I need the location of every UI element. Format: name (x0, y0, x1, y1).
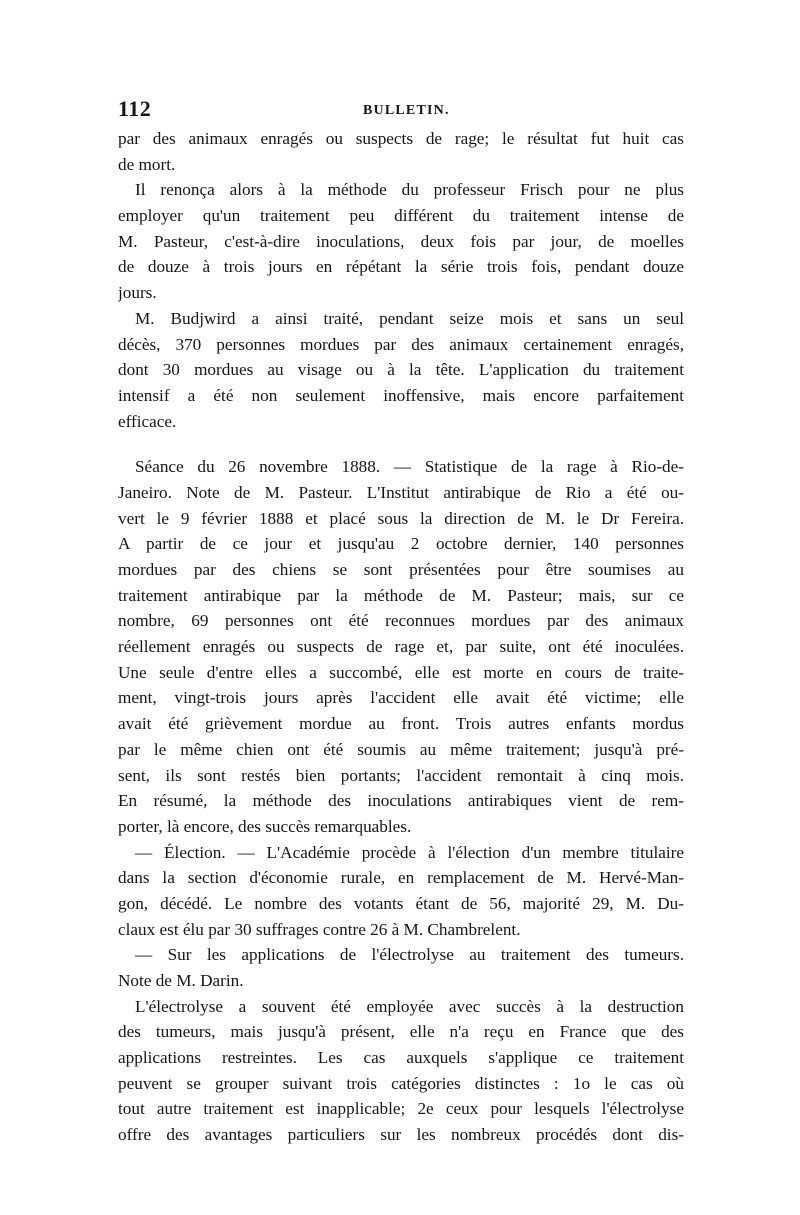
text-line: Janeiro. Note de M. Pasteur. L'Institut antirabique de Rio a été ou- (118, 482, 684, 502)
text-line: — Sur les applications de l'électrolyse au traitement des tumeurs. (135, 945, 684, 965)
text-line: nombre, 69 personnes ont été reconnues mordues par des animaux (118, 611, 684, 631)
text-line: traitement antirabique par la méthode de M. Pasteur; mais, sur ce (118, 585, 684, 605)
text-line: de douze à trois jours en répétant la série trois fois, pendant douze (118, 257, 684, 277)
text-line: vert le 9 février 1888 et placé sous la direction de M. le Dr Fereira. (118, 508, 684, 528)
text-line: Une seule d'entre elles a succombé, elle est morte en cours de traite- (118, 662, 684, 682)
text-line: A partir de ce jour et jusqu'au 2 octobre dernier, 140 personnes (118, 534, 684, 554)
text-line: En résumé, la méthode des inoculations antirabiques vient de rem- (118, 791, 684, 811)
text-line: M. Budjwird a ainsi traité, pendant seize mois et sans un seul (135, 308, 684, 328)
text-line: sent, ils sont restés bien portants; l'accident remontait à cinq mois. (118, 765, 684, 785)
text-line: applications restreintes. Les cas auxquels s'applique ce traitement (118, 1048, 684, 1068)
text-line: dans la section d'économie rurale, en remplacement de M. Hervé-Man- (118, 868, 684, 888)
body-text (118, 126, 684, 1148)
text-line: par le même chien ont été soumis au même traitement; jusqu'à pré- (118, 739, 684, 759)
text-line: offre des avantages particuliers sur les nombreux procédés dont dis- (118, 1125, 684, 1145)
text-line: décès, 370 personnes mordues par des animaux certainement enragés, (118, 334, 684, 354)
text-line: efficace. (118, 411, 177, 431)
paragraph-gap (118, 434, 684, 454)
text-line: Séance du 26 novembre 1888. — Statistique de la rage à Rio-de- (135, 457, 684, 477)
text-line: mordues par des chiens se sont présentées pour être soumises au (118, 560, 684, 579)
text-line: — Élection. — L'Académie procède à l'élection d'un membre titulaire (135, 842, 684, 862)
text-line: Note de M. Darin. (118, 971, 244, 990)
text-line: dont 30 mordues au visage ou à la tête. L'application du traitement (118, 360, 684, 380)
text-line: tout autre traitement est inapplicable; 2e ceux pour lesquels l'électrolyse (118, 1099, 684, 1119)
text-line: gon, décédé. Le nombre des votants étant de 56, majorité 29, M. Du- (118, 893, 684, 913)
text-line: peuvent se grouper suivant trois catégories distinctes : 1o le cas où (118, 1073, 684, 1093)
text-line: avait été grièvement mordue au front. Trois autres enfants mordus (118, 714, 684, 734)
page-number: 112 (118, 96, 152, 121)
text-line: porter, là encore, des succès remarquables. (118, 816, 412, 836)
text-line: L'électrolyse a souvent été employée avec succès à la destruction (135, 996, 684, 1016)
text-line: Il renonça alors à la méthode du professeur Frisch pour ne plus (135, 180, 684, 200)
text-line: ment, vingt-trois jours après l'accident elle avait été victime; elle (118, 688, 684, 708)
page-header (118, 96, 684, 124)
text-line: M. Pasteur, c'est-à-dire inoculations, deux fois par jour, de moelles (118, 231, 684, 251)
text-line: jours. (118, 283, 157, 303)
text-line: de mort. (118, 154, 176, 174)
text-line: des tumeurs, mais jusqu'à présent, elle n'a reçu en France que des (118, 1022, 684, 1042)
text-line: employer qu'un traitement peu différent du traitement intense de (118, 206, 684, 226)
text-line: claux est élu par 30 suffrages contre 26 à M. Chambrelent. (118, 919, 521, 939)
text-line: par des animaux enragés ou suspects de rage; le résultat fut huit cas (118, 129, 684, 148)
text-line: intensif a été non seulement inoffensive, mais encore parfaitement (118, 385, 684, 405)
text-line: réellement enragés ou suspects de rage et, par suite, ont été inoculées. (118, 637, 684, 657)
running-title: BULLETIN. (363, 103, 450, 118)
